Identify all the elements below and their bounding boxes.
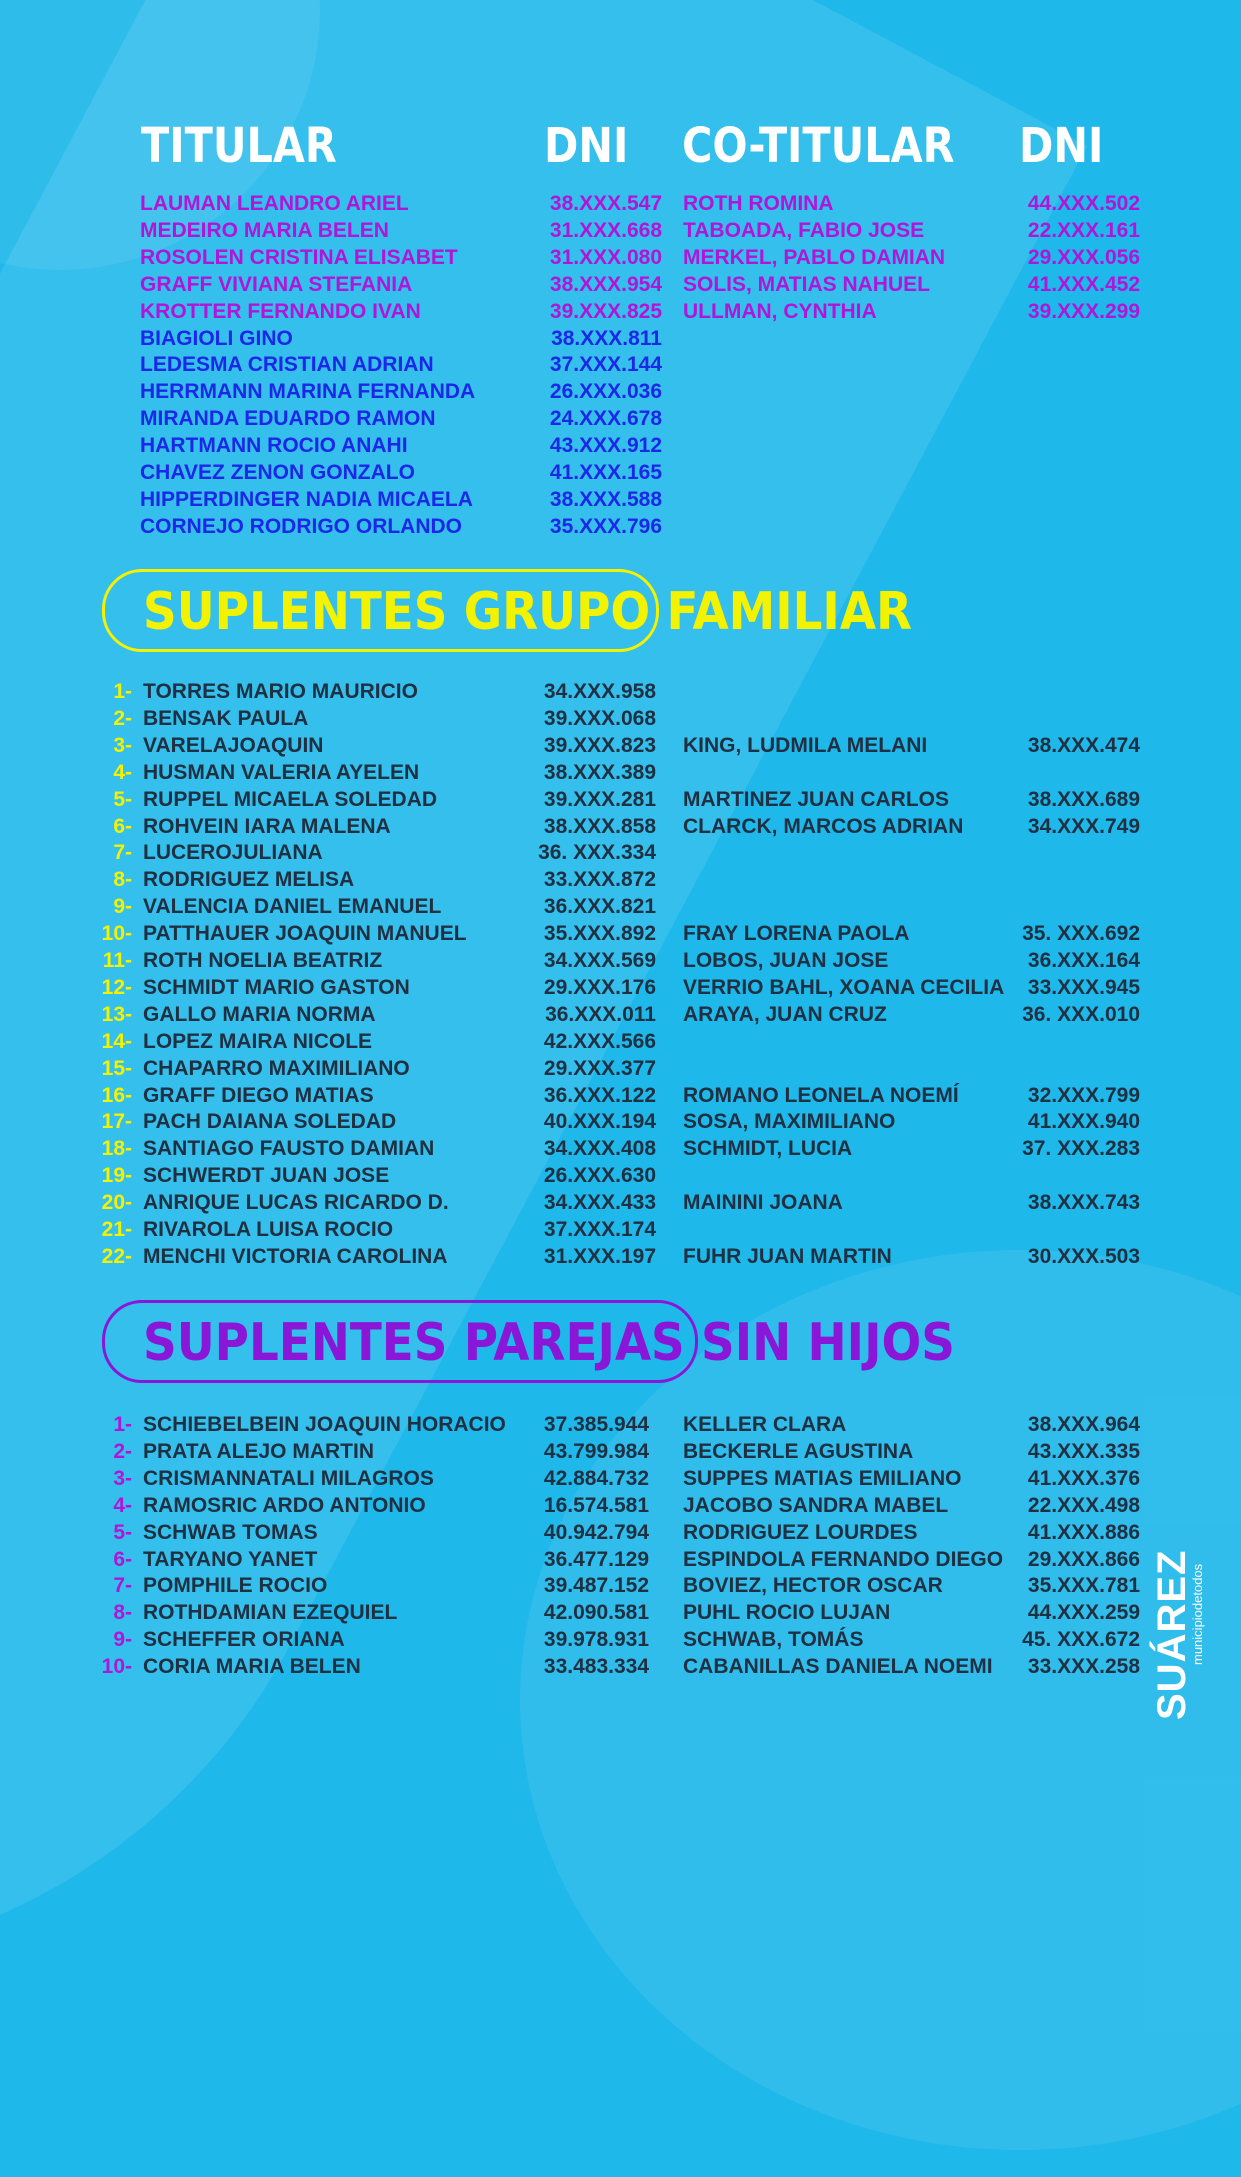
row-number: 6-: [113, 814, 132, 838]
titular-row: [140, 405, 662, 432]
cotitular-row: [683, 1001, 1140, 1028]
suplente-dni: 40.XXX.194: [543, 1110, 656, 1134]
cotitular-dni: 41.XXX.376: [1027, 1466, 1140, 1490]
titular-dni: 38.XXX.588: [549, 487, 662, 511]
table-row: [143, 947, 656, 974]
cotitular-name: KING, LUDMILA MELANI: [683, 733, 928, 757]
table-row: [143, 732, 656, 759]
row-number: 22-: [101, 1244, 132, 1268]
cotitular-row: [683, 1653, 1140, 1680]
table-row: [143, 1626, 649, 1653]
cotitular-row: [683, 1108, 1140, 1135]
row-number: 16-: [101, 1083, 132, 1107]
row-number: 19-: [101, 1164, 132, 1188]
suplente-dni: 39.XXX.068: [543, 706, 656, 730]
table-row: [143, 678, 656, 705]
row-number: 3-: [113, 733, 132, 757]
cotitular-row: [683, 947, 1140, 974]
cotitular-row: [683, 1411, 1140, 1438]
cotitular-name: SOSA, MAXIMILIANO: [683, 1110, 896, 1134]
cotitular-name: CLARCK, MARCOS ADRIAN: [683, 814, 964, 838]
suplente-name: GALLO MARIA NORMA: [143, 1002, 376, 1026]
table-row: [143, 813, 656, 840]
cotitular-name: PUHL ROCIO LUJAN: [683, 1601, 891, 1625]
suplente-dni: 37.385.944: [543, 1413, 649, 1436]
cotitular-dni: 43.XXX.335: [1027, 1439, 1140, 1463]
cotitular-name: BOVIEZ, HECTOR OSCAR: [683, 1574, 943, 1598]
suplente-dni: 42.XXX.566: [543, 1029, 656, 1053]
cotitular-dni: 38.XXX.689: [1027, 787, 1140, 811]
titular-row: [140, 351, 662, 378]
table-row: [143, 866, 656, 893]
cotitular-dni: 36. XXX.010: [1022, 1002, 1140, 1026]
titular-dni: 38.XXX.547: [549, 192, 662, 215]
cotitular-row: [683, 1243, 1140, 1270]
suplente-name: ROHVEIN IARA MALENA: [143, 814, 391, 838]
cotitular-name: MAININI JOANA: [683, 1191, 843, 1215]
suplente-dni: 38.XXX.389: [543, 760, 656, 784]
cotitular-row: [683, 974, 1140, 1001]
suplente-name: LOPEZ MAIRA NICOLE: [143, 1029, 373, 1053]
row-number: 21-: [101, 1218, 132, 1241]
row-number: 7-: [113, 841, 132, 865]
row-number: 20-: [101, 1191, 132, 1215]
row-number: 1-: [113, 680, 132, 703]
titular-name: HIPPERDINGER NADIA MICAELA: [140, 487, 473, 511]
section-title-grupo-familiar: SUPLENTES GRUPO FAMILIAR: [102, 569, 659, 652]
cotitular-name: JACOBO SANDRA MABEL: [683, 1493, 949, 1517]
suplente-dni: 36.XXX.821: [543, 895, 656, 919]
cotitular-name: SUPPES MATIAS EMILIANO: [683, 1466, 962, 1490]
row-number: 6-: [113, 1547, 132, 1571]
titular-row: [140, 217, 662, 244]
header-cotitular: CO-TITULAR: [682, 116, 955, 174]
cotitular-dni: 35.XXX.781: [1027, 1574, 1140, 1598]
row-number: 15-: [101, 1056, 132, 1080]
cotitular-dni: 39.XXX.299: [1027, 299, 1140, 323]
titular-dni: 31.XXX.668: [549, 218, 662, 242]
table-row: [143, 893, 656, 920]
cotitular-dni: 32.XXX.799: [1027, 1083, 1140, 1107]
titular-name: BIAGIOLI GINO: [140, 326, 293, 350]
suplente-name: GRAFF DIEGO MATIAS: [143, 1083, 374, 1107]
suplente-name: RODRIGUEZ MELISA: [143, 868, 355, 892]
suplente-dni: 33.483.334: [543, 1655, 649, 1679]
cotitular-name: LOBOS, JUAN JOSE: [683, 949, 889, 972]
cotitular-dni: 38.XXX.474: [1027, 733, 1140, 757]
cotitular-dni: 41.XXX.886: [1027, 1520, 1140, 1544]
cotitular-dni: 34.XXX.749: [1027, 814, 1140, 838]
titular-dni: 39.XXX.825: [549, 299, 662, 323]
suplente-dni: 29.XXX.377: [543, 1056, 656, 1080]
titular-dni: 35.XXX.796: [549, 514, 662, 538]
cotitular-row: [683, 813, 1140, 840]
table-row: [143, 1055, 656, 1082]
row-number: 13-: [101, 1002, 132, 1026]
suplente-name: CHAPARRO MAXIMILIANO: [143, 1056, 410, 1080]
row-number: 18-: [101, 1137, 132, 1161]
cotitular-row: [683, 732, 1140, 759]
titular-name: LEDESMA CRISTIAN ADRIAN: [140, 353, 434, 377]
cotitular-name: ULLMAN, CYNTHIA: [683, 299, 877, 323]
cotitular-name: ROTH ROMINA: [683, 192, 834, 215]
cotitular-row: [683, 1572, 1140, 1599]
cotitular-name: MARTINEZ JUAN CARLOS: [683, 787, 949, 811]
titular-dni: 26.XXX.036: [549, 380, 662, 404]
cotitular-name: VERRIO BAHL, XOANA CECILIA: [683, 975, 1005, 999]
suplente-dni: 37.XXX.174: [543, 1218, 656, 1241]
titular-name: ROSOLEN CRISTINA ELISABET: [140, 245, 458, 269]
header-titular: TITULAR: [141, 116, 337, 174]
titular-row: [140, 513, 662, 540]
suplente-name: CRISMANNATALI MILAGROS: [143, 1466, 434, 1490]
suplente-name: VALENCIA DANIEL EMANUEL: [143, 895, 442, 919]
suplente-dni: 38.XXX.858: [543, 814, 656, 838]
titular-dni: 38.XXX.811: [551, 326, 662, 350]
cotitular-dni: 29.XXX.056: [1027, 245, 1140, 269]
table-row: [143, 1135, 656, 1162]
suplente-dni: 34.XXX.569: [543, 949, 656, 972]
table-row: [143, 920, 656, 947]
table-row: [143, 1572, 649, 1599]
suplente-name: SCHEFFER ORIANA: [143, 1628, 345, 1652]
titular-dni: 24.XXX.678: [549, 407, 662, 431]
cotitular-dni: 38.XXX.743: [1027, 1191, 1140, 1215]
cotitular-name: KELLER CLARA: [683, 1413, 847, 1436]
suplente-name: SANTIAGO FAUSTO DAMIAN: [143, 1137, 435, 1161]
suplente-dni: 35.XXX.892: [543, 922, 656, 946]
titular-name: KROTTER FERNANDO IVAN: [140, 299, 421, 323]
table-row: [143, 1438, 649, 1465]
suplente-dni: 34.XXX.408: [543, 1137, 656, 1161]
row-number: 10-: [101, 1655, 132, 1679]
table-row: [143, 1546, 649, 1573]
cotitular-name: TABOADA, FABIO JOSE: [683, 218, 925, 242]
suplente-name: RUPPEL MICAELA SOLEDAD: [143, 787, 438, 811]
suplente-name: TORRES MARIO MAURICIO: [143, 680, 418, 703]
table-row: [143, 1082, 656, 1109]
suplente-dni: 36.477.129: [543, 1547, 649, 1571]
cotitular-row: [683, 1438, 1140, 1465]
row-number: 11-: [102, 949, 132, 972]
suplente-dni: 39.978.931: [543, 1628, 649, 1652]
cotitular-row: [683, 298, 1140, 325]
cotitular-name: FRAY LORENA PAOLA: [683, 922, 910, 946]
cotitular-name: ROMANO LEONELA NOEMÍ: [683, 1083, 959, 1107]
titular-row: [140, 244, 662, 271]
row-number: 14-: [101, 1029, 132, 1053]
titular-dni: 37.XXX.144: [549, 353, 662, 377]
titular-name: LAUMAN LEANDRO ARIEL: [140, 192, 409, 215]
suplente-name: CORIA MARIA BELEN: [143, 1655, 361, 1679]
cotitular-row: [683, 244, 1140, 271]
logo-tagline: municipiodetodos: [1190, 1563, 1205, 1665]
titular-name: HERRMANN MARINA FERNANDA: [140, 380, 476, 404]
row-number: 1-: [113, 1413, 132, 1436]
suplente-name: SCHWERDT JUAN JOSE: [143, 1164, 390, 1188]
suplente-name: SCHIEBELBEIN JOAQUIN HORACIO: [143, 1413, 506, 1436]
cotitular-dni: 38.XXX.964: [1027, 1413, 1140, 1436]
cotitular-row: [683, 1189, 1140, 1216]
cotitular-row: [683, 1135, 1140, 1162]
suplente-name: HUSMAN VALERIA AYELEN: [143, 760, 420, 784]
suplente-dni: 39.487.152: [543, 1574, 649, 1598]
header-dni-cotitular: DNI: [1019, 116, 1104, 174]
suplente-name: SCHWAB TOMAS: [143, 1520, 318, 1544]
suarez-logo: [1150, 1520, 1210, 1720]
row-number: 5-: [113, 1520, 132, 1544]
titular-row: [140, 486, 662, 513]
titular-row: [140, 459, 662, 486]
cotitular-dni: 36.XXX.164: [1027, 949, 1140, 972]
suplente-dni: 42.090.581: [543, 1601, 649, 1625]
suplente-name: PATTHAUER JOAQUIN MANUEL: [143, 922, 467, 946]
background-shape: [520, 1250, 1241, 2150]
cotitular-dni: 30.XXX.503: [1027, 1244, 1140, 1268]
table-row: [143, 1519, 649, 1546]
cotitular-row: [683, 190, 1140, 217]
cotitular-row: [683, 1465, 1140, 1492]
suplente-name: RAMOSRIC ARDO ANTONIO: [143, 1493, 426, 1517]
table-row: [143, 974, 656, 1001]
row-number: 3-: [113, 1466, 132, 1490]
row-number: 10-: [101, 922, 132, 946]
cotitular-row: [683, 920, 1140, 947]
suplente-name: ROTH NOELIA BEATRIZ: [143, 949, 383, 972]
table-row: [143, 1162, 656, 1189]
cotitular-name: RODRIGUEZ LOURDES: [683, 1520, 918, 1544]
cotitular-name: ESPINDOLA FERNANDO DIEGO: [683, 1547, 1004, 1571]
logo-brand: SUÁREZ: [1150, 1549, 1194, 1720]
suplente-dni: 40.942.794: [543, 1520, 649, 1544]
titular-row: [140, 432, 662, 459]
cotitular-name: SCHWAB, TOMÁS: [683, 1628, 864, 1652]
suplente-name: LUCEROJULIANA: [143, 841, 323, 865]
suplente-name: TARYANO YANET: [143, 1547, 318, 1571]
cotitular-name: MERKEL, PABLO DAMIAN: [683, 245, 946, 269]
row-number: 8-: [113, 868, 132, 892]
cotitular-dni: 37. XXX.283: [1022, 1137, 1140, 1161]
cotitular-row: [683, 1546, 1140, 1573]
titular-name: MEDEIRO MARIA BELEN: [140, 218, 389, 242]
titular-name: CHAVEZ ZENON GONZALO: [140, 461, 415, 484]
suplente-name: RIVAROLA LUISA ROCIO: [143, 1218, 394, 1241]
cotitular-row: [683, 1082, 1140, 1109]
suplente-name: ANRIQUE LUCAS RICARDO D.: [143, 1191, 449, 1215]
cotitular-dni: 41.XXX.452: [1027, 272, 1140, 296]
cotitular-row: [683, 1492, 1140, 1519]
suplente-dni: 29.XXX.176: [543, 975, 656, 999]
table-row: [143, 1465, 649, 1492]
titular-dni: 43.XXX.912: [549, 434, 662, 458]
row-number: 4-: [113, 760, 132, 784]
row-number: 5-: [113, 787, 132, 811]
cotitular-row: [683, 1599, 1140, 1626]
table-row: [143, 839, 656, 866]
row-number: 8-: [113, 1601, 132, 1625]
suplente-dni: 43.799.984: [543, 1439, 649, 1463]
cotitular-name: CABANILLAS DANIELA NOEMI: [683, 1655, 993, 1679]
titular-name: GRAFF VIVIANA STEFANIA: [140, 272, 413, 296]
table-row: [143, 1411, 649, 1438]
cotitular-name: BECKERLE AGUSTINA: [683, 1439, 914, 1463]
suplente-dni: 36.XXX.011: [545, 1002, 656, 1026]
suplente-name: BENSAK PAULA: [143, 706, 309, 730]
section-title-parejas-sin-hijos: SUPLENTES PAREJAS SIN HIJOS: [102, 1300, 698, 1383]
table-row: [143, 759, 656, 786]
suplente-name: POMPHILE ROCIO: [143, 1574, 328, 1598]
suplente-name: PACH DAIANA SOLEDAD: [143, 1110, 397, 1134]
cotitular-dni: 22.XXX.161: [1027, 218, 1140, 242]
table-row: [143, 1216, 656, 1243]
cotitular-row: [683, 1519, 1140, 1546]
cotitular-name: SCHMIDT, LUCIA: [683, 1137, 853, 1161]
suplente-dni: 36. XXX.334: [538, 841, 656, 865]
titular-dni: 31.XXX.080: [549, 245, 662, 269]
cotitular-name: ARAYA, JUAN CRUZ: [683, 1002, 887, 1026]
cotitular-dni: 45. XXX.672: [1022, 1628, 1140, 1652]
table-row: [143, 1599, 649, 1626]
row-number: 9-: [113, 1628, 132, 1652]
cotitular-row: [683, 271, 1140, 298]
cotitular-dni: 44.XXX.259: [1027, 1601, 1140, 1625]
suplente-dni: 31.XXX.197: [543, 1244, 656, 1268]
cotitular-row: [683, 217, 1140, 244]
cotitular-row: [683, 1626, 1140, 1653]
cotitular-dni: 35. XXX.692: [1022, 922, 1140, 946]
cotitular-dni: 29.XXX.866: [1027, 1547, 1140, 1571]
table-row: [143, 1492, 649, 1519]
table-row: [143, 786, 656, 813]
row-number: 2-: [113, 706, 132, 730]
table-row: [143, 1108, 656, 1135]
row-number: 9-: [113, 895, 132, 919]
suplente-dni: 33.XXX.872: [543, 868, 656, 892]
suplente-dni: 34.XXX.958: [543, 680, 656, 703]
cotitular-dni: 22.XXX.498: [1027, 1493, 1140, 1517]
suplente-name: VARELAJOAQUIN: [143, 733, 324, 757]
header-dni: DNI: [544, 116, 629, 174]
cotitular-row: [683, 786, 1140, 813]
titular-name: MIRANDA EDUARDO RAMON: [140, 407, 436, 431]
table-row: [143, 705, 656, 732]
titular-row: [140, 325, 662, 352]
cotitular-dni: 41.XXX.940: [1027, 1110, 1140, 1134]
cotitular-dni: 33.XXX.258: [1027, 1655, 1140, 1679]
cotitular-dni: 44.XXX.502: [1027, 192, 1140, 215]
row-number: 2-: [113, 1439, 132, 1463]
row-number: 4-: [113, 1493, 132, 1517]
table-row: [143, 1001, 656, 1028]
titular-name: HARTMANN ROCIO ANAHI: [140, 434, 408, 458]
suplente-name: SCHMIDT MARIO GASTON: [143, 975, 410, 999]
row-number: 7-: [113, 1574, 132, 1598]
titular-row: [140, 298, 662, 325]
titular-name: CORNEJO RODRIGO ORLANDO: [140, 514, 463, 538]
titular-row: [140, 190, 662, 217]
suplente-dni: 34.XXX.433: [543, 1191, 656, 1215]
row-number: 17-: [101, 1110, 132, 1134]
table-row: [143, 1028, 656, 1055]
table-row: [143, 1189, 656, 1216]
suplente-dni: 26.XXX.630: [543, 1164, 656, 1188]
suplente-name: MENCHI VICTORIA CAROLINA: [143, 1244, 448, 1268]
titular-dni: 38.XXX.954: [549, 272, 662, 296]
cotitular-name: SOLIS, MATIAS NAHUEL: [683, 272, 930, 296]
suplente-dni: 16.574.581: [543, 1493, 649, 1517]
row-number: 12-: [101, 975, 132, 999]
suplente-dni: 39.XXX.281: [543, 787, 656, 811]
suplente-name: ROTHDAMIAN EZEQUIEL: [143, 1601, 398, 1625]
table-row: [143, 1653, 649, 1680]
suplente-dni: 42.884.732: [543, 1466, 649, 1490]
suplente-dni: 39.XXX.823: [543, 733, 656, 757]
titular-row: [140, 271, 662, 298]
table-row: [143, 1243, 656, 1270]
titular-row: [140, 378, 662, 405]
cotitular-dni: 33.XXX.945: [1027, 975, 1140, 999]
suplente-dni: 36.XXX.122: [543, 1083, 656, 1107]
suplente-name: PRATA ALEJO MARTIN: [143, 1439, 374, 1463]
cotitular-name: FUHR JUAN MARTIN: [683, 1244, 892, 1268]
titular-dni: 41.XXX.165: [549, 461, 662, 484]
